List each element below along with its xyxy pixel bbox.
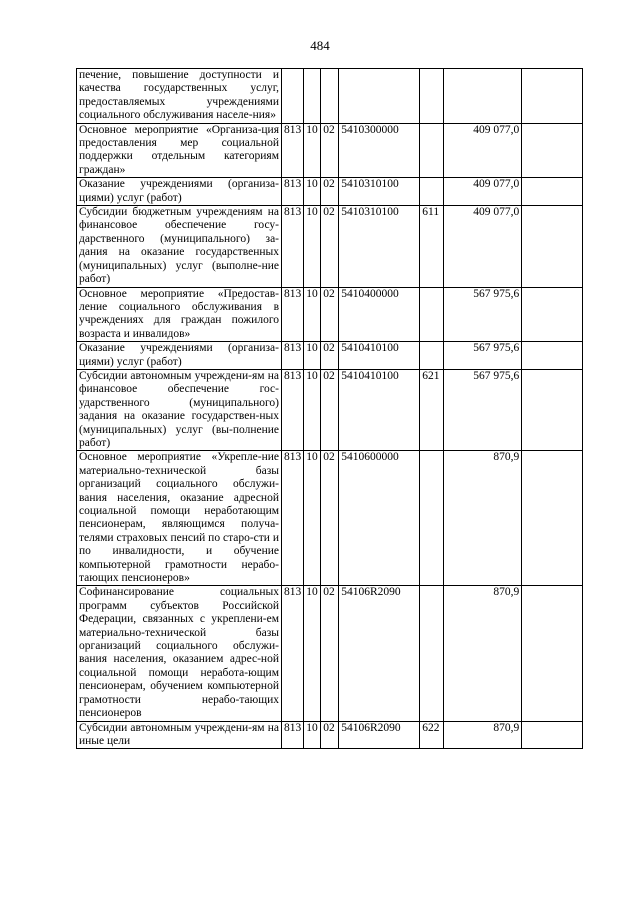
amount-cell: 567 975,6 — [444, 369, 522, 450]
row-name-cell: Оказание учреждениями (организа-циями) услуг (работ) — [77, 342, 282, 370]
target-article-cell: 5410300000 — [339, 123, 420, 178]
budget-table — [76, 68, 583, 749]
expense-type-cell — [420, 342, 444, 370]
table-row — [77, 586, 583, 721]
subsection-code-cell — [321, 69, 339, 124]
section-code-cell: 10 — [304, 206, 321, 287]
amount-cell: 409 077,0 — [444, 123, 522, 178]
table-row — [77, 721, 583, 749]
target-article-cell: 5410310100 — [339, 206, 420, 287]
row-name-cell: Оказание учреждениями (организа-циями) услуг (работ) — [77, 178, 282, 206]
row-name-cell: Субсидии бюджетным учреждениям на финансовое обеспечение госу-дарственного (муниципального) за-дания на оказание государственных (муниципальных) услуг (выполне-ние работ) — [77, 206, 282, 287]
subsection-code-cell: 02 — [321, 206, 339, 287]
ministry-code-cell: 813 — [282, 287, 304, 342]
ministry-code-cell: 813 — [282, 123, 304, 178]
subsection-code-cell: 02 — [321, 123, 339, 178]
extra-amount-cell — [522, 287, 583, 342]
amount-cell: 870,9 — [444, 586, 522, 721]
subsection-code-cell: 02 — [321, 369, 339, 450]
target-article-cell: 54106R2090 — [339, 721, 420, 749]
expense-type-cell — [420, 123, 444, 178]
amount-cell: 409 077,0 — [444, 178, 522, 206]
amount-cell: 870,9 — [444, 451, 522, 586]
extra-amount-cell — [522, 369, 583, 450]
ministry-code-cell: 813 — [282, 369, 304, 450]
section-code-cell: 10 — [304, 586, 321, 721]
target-article-cell — [339, 69, 420, 124]
extra-amount-cell — [522, 451, 583, 586]
subsection-code-cell: 02 — [321, 721, 339, 749]
amount-cell: 870,9 — [444, 721, 522, 749]
section-code-cell — [304, 69, 321, 124]
expense-type-cell — [420, 178, 444, 206]
ministry-code-cell: 813 — [282, 178, 304, 206]
ministry-code-cell: 813 — [282, 721, 304, 749]
table-row — [77, 178, 583, 206]
budget-table-body — [77, 69, 583, 749]
expense-type-cell — [420, 287, 444, 342]
table-row — [77, 369, 583, 450]
section-code-cell: 10 — [304, 287, 321, 342]
expense-type-cell — [420, 451, 444, 586]
subsection-code-cell: 02 — [321, 287, 339, 342]
amount-cell: 567 975,6 — [444, 342, 522, 370]
row-name-cell: печение, повышение доступности и качества государственных услуг, предоставляемых учреждениями социального обслуживания населе-ния» — [77, 69, 282, 124]
target-article-cell: 5410410100 — [339, 342, 420, 370]
extra-amount-cell — [522, 586, 583, 721]
table-row — [77, 206, 583, 287]
ministry-code-cell: 813 — [282, 342, 304, 370]
row-name-cell: Софинансирование социальных программ субъектов Российской Федерации, связанных с укреплени-ем материально-технической базы организаций социального обслужи-вания населения, оказанием адрес-ной социальной помощи неработа-ющим пенсионерам, обучением компьютерной грамотности нерабо-тающих пенсионеров — [77, 586, 282, 721]
extra-amount-cell — [522, 69, 583, 124]
ministry-code-cell: 813 — [282, 451, 304, 586]
row-name-cell: Субсидии автономным учреждени-ям на иные цели — [77, 721, 282, 749]
table-row — [77, 123, 583, 178]
section-code-cell: 10 — [304, 178, 321, 206]
subsection-code-cell: 02 — [321, 451, 339, 586]
target-article-cell: 54106R2090 — [339, 586, 420, 721]
row-name-cell: Субсидии автономным учреждени-ям на финансовое обеспечение гос-ударственного (муниципального) задания на оказание государствен-ных (муниципальных) услуг (вы-полнение работ) — [77, 369, 282, 450]
expense-type-cell — [420, 69, 444, 124]
subsection-code-cell: 02 — [321, 586, 339, 721]
target-article-cell: 5410600000 — [339, 451, 420, 586]
amount-cell — [444, 69, 522, 124]
ministry-code-cell — [282, 69, 304, 124]
ministry-code-cell: 813 — [282, 586, 304, 721]
page-number: 484 — [310, 38, 330, 53]
ministry-code-cell: 813 — [282, 206, 304, 287]
row-name-cell: Основное мероприятие «Организа-ция предоставления мер социальной поддержки отдельным категориям граждан» — [77, 123, 282, 178]
table-row — [77, 69, 583, 124]
row-name-cell: Основное мероприятие «Предостав-ление социального обслуживания в учреждениях для граждан пожилого возраста и инвалидов» — [77, 287, 282, 342]
amount-cell: 567 975,6 — [444, 287, 522, 342]
extra-amount-cell — [522, 721, 583, 749]
table-row — [77, 451, 583, 586]
amount-cell: 409 077,0 — [444, 206, 522, 287]
extra-amount-cell — [522, 206, 583, 287]
target-article-cell: 5410410100 — [339, 369, 420, 450]
row-name-cell: Основное мероприятие «Укрепле-ние материально-технической базы организаций социального обслужи-вания населения, оказание адресной социальной помощи неработающим пенсионерам, являющимся получа-телями страховых пенсий по старо-сти и по инвалидности, и обучение компьютерной грамотности нерабо-тающих пенсионеров» — [77, 451, 282, 586]
target-article-cell: 5410400000 — [339, 287, 420, 342]
section-code-cell: 10 — [304, 369, 321, 450]
expense-type-cell: 622 — [420, 721, 444, 749]
table-row — [77, 287, 583, 342]
extra-amount-cell — [522, 123, 583, 178]
section-code-cell: 10 — [304, 342, 321, 370]
subsection-code-cell: 02 — [321, 342, 339, 370]
expense-type-cell: 621 — [420, 369, 444, 450]
expense-type-cell: 611 — [420, 206, 444, 287]
extra-amount-cell — [522, 178, 583, 206]
section-code-cell: 10 — [304, 123, 321, 178]
extra-amount-cell — [522, 342, 583, 370]
section-code-cell: 10 — [304, 721, 321, 749]
section-code-cell: 10 — [304, 451, 321, 586]
table-row — [77, 342, 583, 370]
subsection-code-cell: 02 — [321, 178, 339, 206]
target-article-cell: 5410310100 — [339, 178, 420, 206]
expense-type-cell — [420, 586, 444, 721]
